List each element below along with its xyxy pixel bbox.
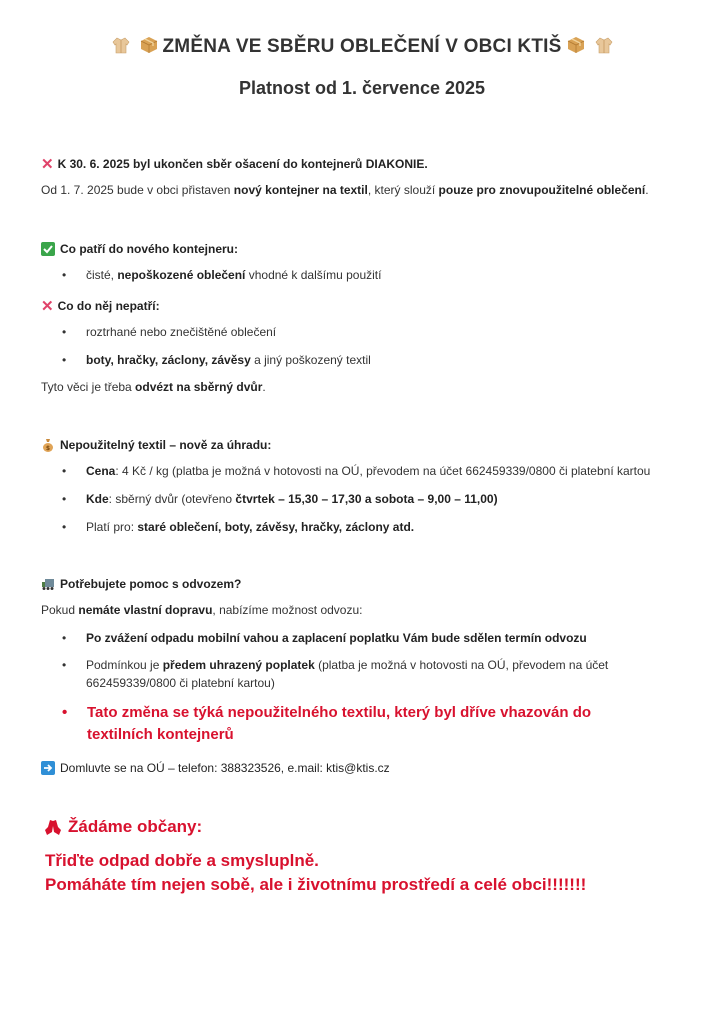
belongs-item-bold: nepoškozené oblečení xyxy=(117,268,246,282)
location-text: : sběrný dvůr (otevřeno xyxy=(108,492,236,506)
right-arrow-icon xyxy=(41,761,55,775)
package-icon xyxy=(140,36,158,54)
note-text-tail: . xyxy=(262,380,266,394)
price-text: : 4 Kč / kg (platba je možná v hotovosti na OÚ, převodem na účet 662459339/0800 či platební kartou xyxy=(115,464,651,478)
location-label: Kde xyxy=(86,492,109,506)
cross-mark-icon: ✕ xyxy=(41,156,54,173)
transport-heading-text: Potřebujete pomoc s odvozem? xyxy=(60,577,242,591)
note-bold: odvézt na sběrný dvůr xyxy=(135,380,263,394)
new-container-text-1: Od 1. 7. 2025 bude v obci přistaven xyxy=(41,183,234,197)
transport-item-text: Po zvážení odpadu mobilní vahou a zaplacení poplatku Vám bude sdělen termín odvozu xyxy=(86,631,587,645)
transport-item-text-tail: (platba je možná v hotovosti na OÚ, převodem na účet xyxy=(314,658,609,672)
appeal-heading xyxy=(44,817,202,837)
belongs-item-text: čisté, xyxy=(86,268,118,282)
price-label: Cena xyxy=(86,464,116,478)
not-belongs-item-bold: boty, hračky, záclony, závěsy xyxy=(86,353,251,367)
collection-ended-line xyxy=(41,156,428,174)
unusable-heading-text: Nepoužitelný textil – nově za úhradu: xyxy=(60,438,272,452)
money-bag-icon xyxy=(41,438,55,452)
applies-to-text: staré oblečení, boty, závěsy, hračky, záclony atd. xyxy=(137,520,415,534)
recycling-yard-note xyxy=(41,380,266,394)
belongs-heading-text: Co patří do nového kontejneru: xyxy=(60,242,239,256)
not-belongs-item-text: a jiný poškozený textil xyxy=(250,353,371,367)
page-subtitle: Platnost od 1. července 2025 xyxy=(238,78,486,98)
appeal-heading-text: Žádáme občany: xyxy=(68,817,203,836)
belongs-item-text-tail: vhodné k dalšímu použití xyxy=(245,268,382,282)
note-text: Tyto věci je třeba xyxy=(41,380,136,394)
unusable-heading xyxy=(41,438,271,453)
page-title xyxy=(0,36,724,58)
belongs-heading xyxy=(41,242,238,257)
new-container-bold-2: pouze pro znovupoužitelné oblečení xyxy=(438,183,646,197)
transport-item-continuation: 662459339/0800 či platební kartou) xyxy=(86,676,275,690)
red-note-text: Tato změna se týká nepoužitelného textilu, který byl dříve vhazován do textilních kontejnerů xyxy=(87,704,592,743)
transport-intro xyxy=(41,603,362,617)
applies-to-label: Platí pro: xyxy=(86,520,138,534)
transport-intro-text: Pokud xyxy=(41,603,79,617)
new-container-bold-1: nový kontejner na textil xyxy=(233,183,368,197)
collection-ended-text: K 30. 6. 2025 byl ukončen sběr ošacení do kontejnerů DIAKONIE. xyxy=(57,157,428,172)
appeal-line-2: Pomáháte tím nejen sobě, ale i životnímu prostředí a celé obci!!!!!!! xyxy=(45,875,587,894)
transport-intro-tail: , nabízíme možnost odvozu: xyxy=(212,603,363,617)
new-container-text-2: , který slouží xyxy=(367,183,439,197)
not-belongs-heading xyxy=(41,298,160,316)
transport-heading xyxy=(41,577,241,592)
new-container-text-3: . xyxy=(645,183,649,197)
bullet-dot: • xyxy=(62,704,68,721)
svg-text:$: $ xyxy=(45,444,51,452)
cross-mark-icon: ✕ xyxy=(41,298,54,315)
title-text: ZMĚNA VE SBĚRU OBLEČENÍ V OBCI KTIŠ xyxy=(162,36,562,57)
check-box-icon xyxy=(41,242,55,256)
contact-line xyxy=(41,761,390,776)
appeal-line-1: Třiďte odpad dobře a smysluplně. xyxy=(45,851,319,870)
contact-text: Domluvte se na OÚ – telefon: 388323526, e.mail: ktis@ktis.cz xyxy=(60,761,390,775)
coat-icon xyxy=(595,36,613,54)
red-note xyxy=(62,702,662,748)
truck-icon xyxy=(41,577,55,591)
opening-hours: čtvrtek – 15,30 – 17,30 a sobota – 9,00 – 11,00) xyxy=(235,492,498,506)
package-icon xyxy=(567,36,585,54)
not-belongs-heading-text: Co do něj nepatří: xyxy=(57,299,160,314)
coat-icon xyxy=(112,36,130,54)
transport-item-text: Podmínkou je xyxy=(86,658,163,672)
praying-hands-icon xyxy=(44,818,62,836)
transport-intro-bold: nemáte vlastní dopravu xyxy=(78,603,213,617)
new-container-line xyxy=(41,183,649,197)
not-belongs-item-text: roztrhané nebo znečištěné oblečení xyxy=(86,325,277,339)
transport-item-bold: předem uhrazený poplatek xyxy=(162,658,315,672)
